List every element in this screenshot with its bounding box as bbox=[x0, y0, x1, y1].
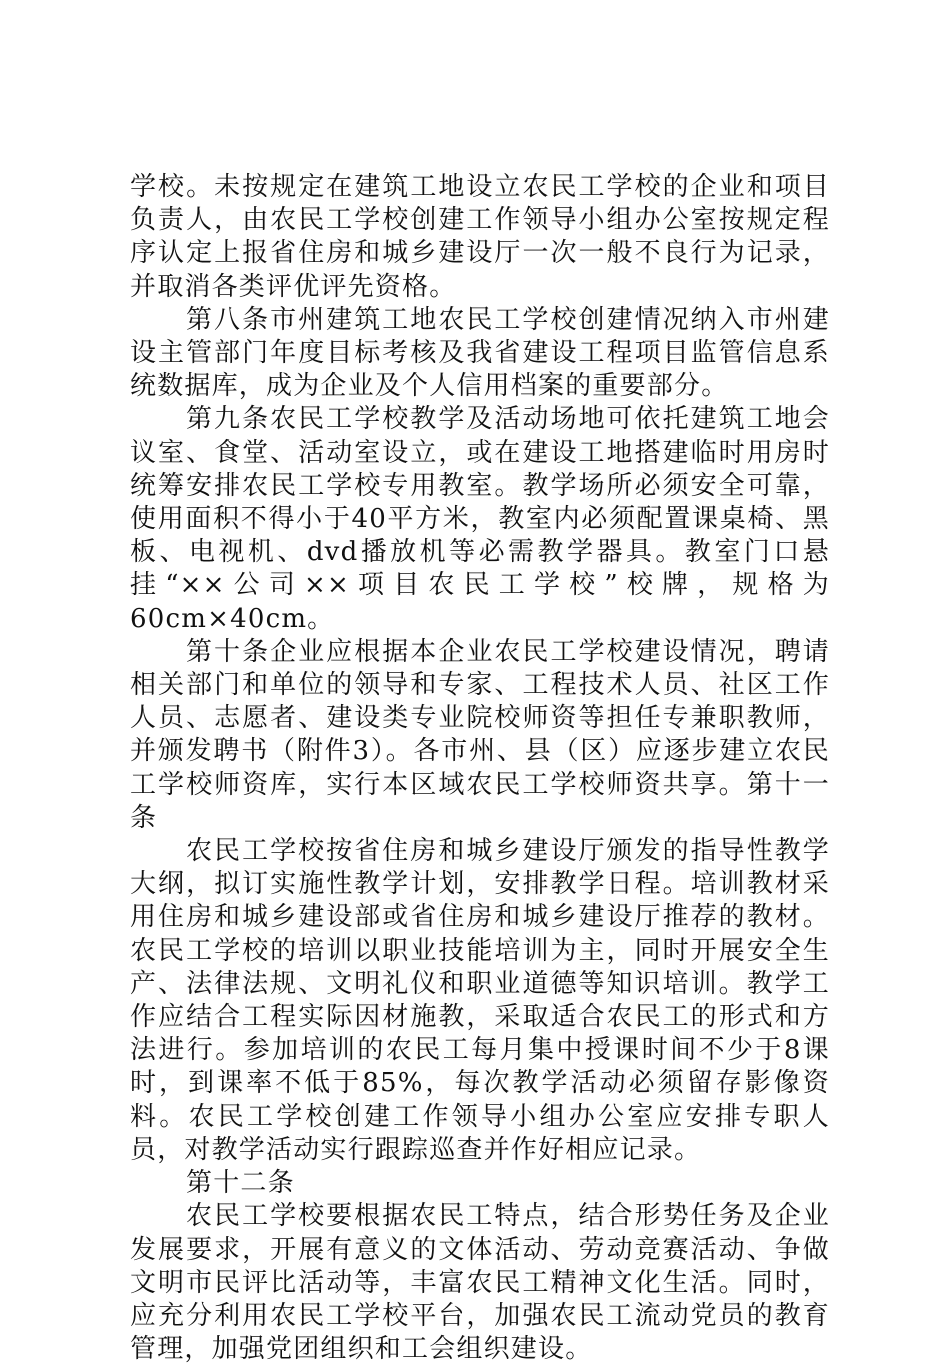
paragraph-article-10: 第十条企业应根据本企业农民工学校建设情况，聘请相关部门和单位的领导和专家、工程技术人员、社区工作人员、志愿者、建设类专业院校师资等担任专兼职教师，并颁发聘书（附件3）。各市州、县（区）应逐步建立农民工学校师资库，实行本区域农民工学校师资共享。第十一条 bbox=[130, 636, 830, 833]
paragraph-article-9: 第九条农民工学校教学及活动场地可依托建筑工地会议室、食堂、活动室设立，或在建设工地搭建临时用房时统筹安排农民工学校专用教室。教学场所必须安全可靠，使用面积不得小于40平方米，教室内必须配置课桌椅、黑板、电视机、dvd播放机等必需教学器具。教室门口悬挂“××公司××项目农民工学校”校牌，规格为60cm×40cm。 bbox=[130, 404, 830, 634]
paragraph-continuation: 学校。未按规定在建筑工地设立农民工学校的企业和项目负责人，由农民工学校创建工作领导小组办公室按规定程序认定上报省住房和城乡建设厅一次一般不良行为记录，并取消各类评优评先资格。 bbox=[130, 172, 830, 302]
paragraph-article-8: 第八条市州建筑工地农民工学校创建情况纳入市州建设主管部门年度目标考核及我省建设工程项目监管信息系统数据库，成为企业及个人信用档案的重要部分。 bbox=[130, 304, 830, 402]
paragraph-article-12-body: 农民工学校要根据农民工特点，结合形势任务及企业发展要求，开展有意义的文体活动、劳动竞赛活动、争做文明市民评比活动等，丰富农民工精神文化生活。同时，应充分利用农民工学校平台，加强农民工流动党员的教育管理，加强党团组织和工会组织建设。 bbox=[130, 1201, 830, 1365]
paragraph-article-11-body: 农民工学校按省住房和城乡建设厅颁发的指导性教学大纲，拟订实施性教学计划，安排教学日程。培训教材采用住房和城乡建设部或省住房和城乡建设厅推荐的教材。农民工学校的培训以职业技能培训为主，同时开展安全生产、法律法规、文明礼仪和职业道德等知识培训。教学工作应结合工程实际因材施教，采取适合农民工的形式和方法进行。参加培训的农民工每月集中授课时间不少于8课时，到课率不低于85%，每次教学活动必须留存影像资料。农民工学校创建工作领导小组办公室应安排专职人员，对教学活动实行跟踪巡查并作好相应记录。 bbox=[130, 836, 830, 1165]
paragraph-article-12-heading: 第十二条 bbox=[186, 1168, 295, 1199]
document-body bbox=[130, 171, 830, 1366]
